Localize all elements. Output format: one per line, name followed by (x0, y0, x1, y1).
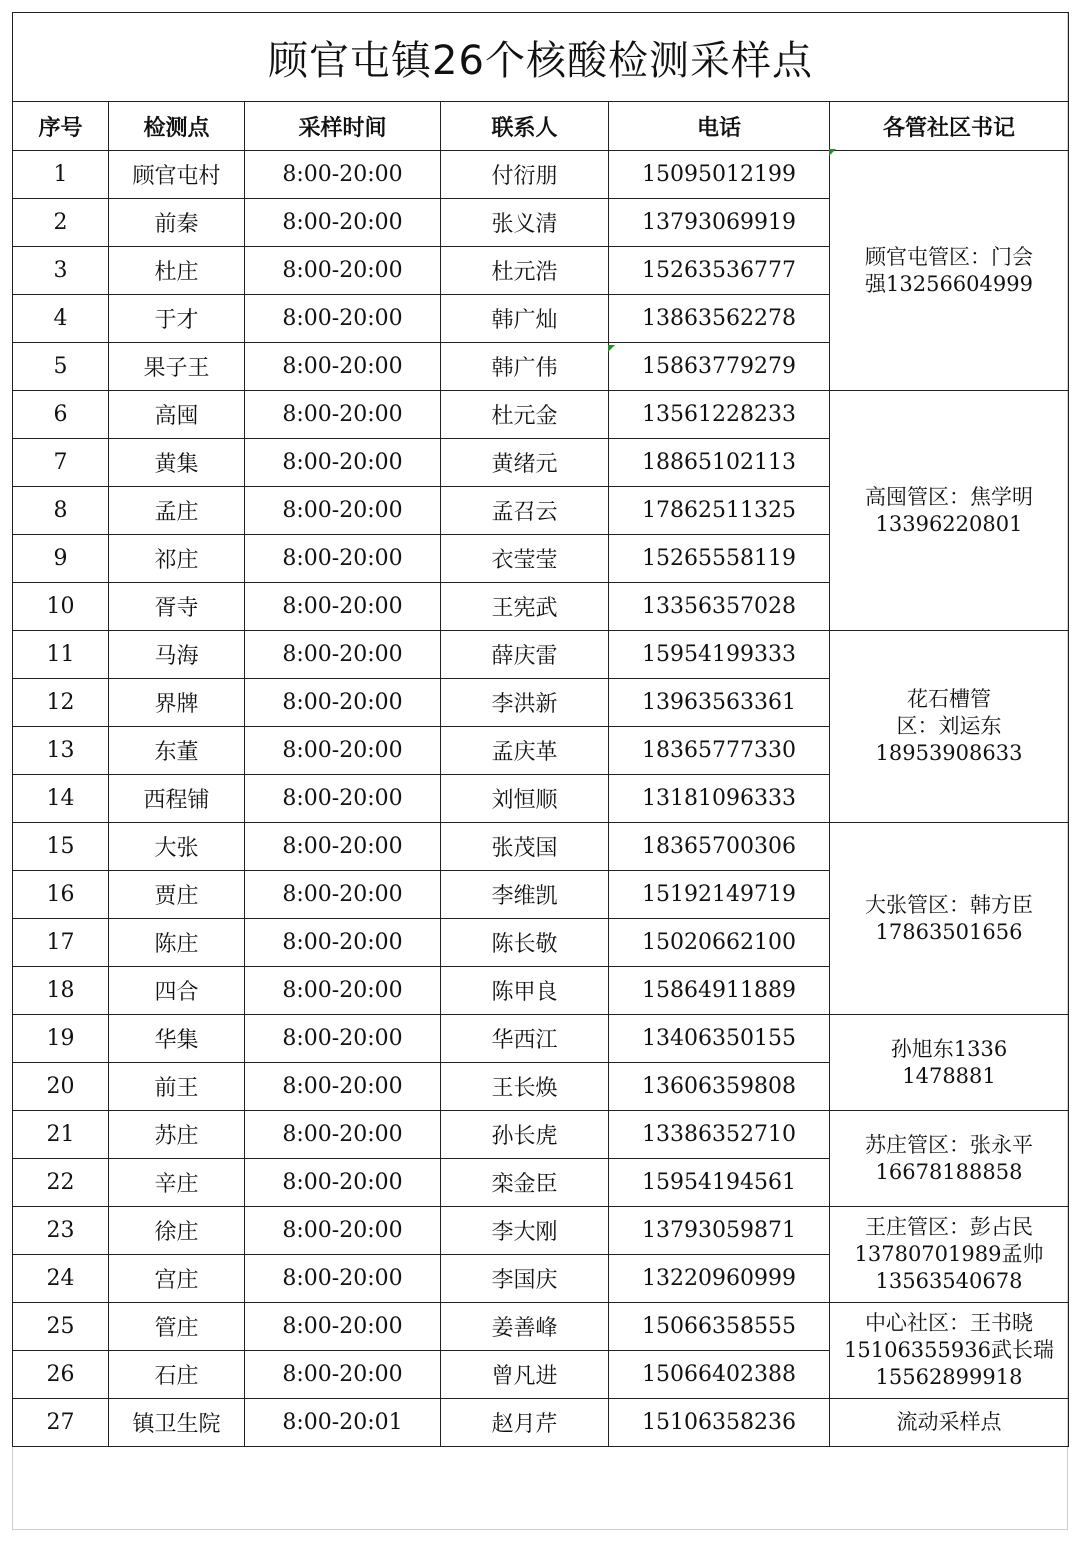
site-name: 顾官屯村 (109, 151, 245, 199)
site-name: 于才 (109, 295, 245, 343)
contact-name: 李大刚 (441, 1207, 609, 1255)
site-name: 辛庄 (109, 1159, 245, 1207)
cell-comment-marker (608, 345, 615, 352)
phone-number: 13963563361 (609, 679, 830, 727)
sampling-time: 8:00-20:00 (245, 1351, 441, 1399)
phone-number: 13356357028 (609, 583, 830, 631)
site-name: 管庄 (109, 1303, 245, 1351)
header-phone: 电话 (609, 102, 830, 151)
cell-comment-marker (829, 149, 836, 156)
contact-name: 陈长敬 (441, 919, 609, 967)
contact-name: 孟庆革 (441, 727, 609, 775)
site-name: 果子王 (109, 343, 245, 391)
phone-number: 18365777330 (609, 727, 830, 775)
sampling-time: 8:00-20:00 (245, 1303, 441, 1351)
row-number: 4 (13, 295, 109, 343)
phone-number: 15106358236 (609, 1399, 830, 1447)
sampling-time: 8:00-20:00 (245, 1111, 441, 1159)
sampling-time: 8:00-20:00 (245, 823, 441, 871)
contact-name: 华西江 (441, 1015, 609, 1063)
secretary-line: 1478881 (902, 1063, 996, 1088)
phone-number: 13181096333 (609, 775, 830, 823)
row-number: 10 (13, 583, 109, 631)
secretary-line: 15106355936武长瑞 (844, 1338, 1054, 1362)
site-name: 贾庄 (109, 871, 245, 919)
contact-name: 姜善峰 (441, 1303, 609, 1351)
contact-name: 杜元浩 (441, 247, 609, 295)
secretary-line: 18953908633 (875, 741, 1023, 765)
phone-number: 15066402388 (609, 1351, 830, 1399)
site-name: 四合 (109, 967, 245, 1015)
sampling-time: 8:00-20:00 (245, 1255, 441, 1303)
table-row (13, 1303, 1069, 1351)
site-name: 前秦 (109, 199, 245, 247)
row-number: 1 (13, 151, 109, 199)
sampling-sites-table (12, 12, 1069, 1447)
secretary-line: 13780701989孟帅 (854, 1242, 1044, 1266)
sampling-time: 8:00-20:00 (245, 727, 441, 775)
site-name: 宫庄 (109, 1255, 245, 1303)
sampling-time: 8:00-20:00 (245, 583, 441, 631)
row-number: 18 (13, 967, 109, 1015)
secretary-cell (830, 1015, 1069, 1111)
secretary-line: 苏庄管区：张永平 (865, 1132, 1033, 1157)
sampling-time: 8:00-20:00 (245, 391, 441, 439)
secretary-line: 13563540678 (875, 1269, 1023, 1293)
secretary-line: 强13256604999 (865, 271, 1033, 296)
contact-name: 李洪新 (441, 679, 609, 727)
secretary-cell (830, 823, 1069, 1015)
row-number: 26 (13, 1351, 109, 1399)
contact-name: 付衍朋 (441, 151, 609, 199)
secretary-cell (830, 1399, 1069, 1447)
row-number: 13 (13, 727, 109, 775)
row-number: 27 (13, 1399, 109, 1447)
row-number: 5 (13, 343, 109, 391)
table-row (13, 151, 1069, 199)
sampling-time: 8:00-20:00 (245, 967, 441, 1015)
site-name: 胥寺 (109, 583, 245, 631)
phone-number: 15954194561 (609, 1159, 830, 1207)
phone-number: 15864911889 (609, 967, 830, 1015)
header-secretary: 各管社区书记 (830, 102, 1069, 151)
site-name: 前王 (109, 1063, 245, 1111)
table-body (13, 151, 1069, 1447)
sampling-time: 8:00-20:00 (245, 679, 441, 727)
row-number: 7 (13, 439, 109, 487)
secretary-cell (830, 391, 1069, 631)
row-number: 25 (13, 1303, 109, 1351)
site-name: 苏庄 (109, 1111, 245, 1159)
secretary-cell (830, 1207, 1069, 1303)
secretary-line: 花石槽管 (907, 687, 991, 711)
row-number: 3 (13, 247, 109, 295)
table-row (13, 631, 1069, 679)
site-name: 界牌 (109, 679, 245, 727)
sampling-time: 8:00-20:00 (245, 487, 441, 535)
phone-number: 15192149719 (609, 871, 830, 919)
site-name: 大张 (109, 823, 245, 871)
secretary-line: 15562899918 (875, 1365, 1023, 1389)
row-number: 19 (13, 1015, 109, 1063)
site-name: 华集 (109, 1015, 245, 1063)
header-site: 检测点 (109, 102, 245, 151)
sampling-time: 8:00-20:00 (245, 1207, 441, 1255)
row-number: 15 (13, 823, 109, 871)
sampling-time: 8:00-20:00 (245, 1159, 441, 1207)
sampling-time: 8:00-20:00 (245, 439, 441, 487)
contact-name: 黄绪元 (441, 439, 609, 487)
sampling-time: 8:00-20:00 (245, 775, 441, 823)
row-number: 8 (13, 487, 109, 535)
secretary-cell (830, 151, 1069, 391)
contact-name: 陈甲良 (441, 967, 609, 1015)
phone-number: 15954199333 (609, 631, 830, 679)
sampling-time: 8:00-20:00 (245, 199, 441, 247)
row-number: 9 (13, 535, 109, 583)
phone-number: 13561228233 (609, 391, 830, 439)
row-number: 17 (13, 919, 109, 967)
phone-number: 15020662100 (609, 919, 830, 967)
row-number: 22 (13, 1159, 109, 1207)
site-name: 祁庄 (109, 535, 245, 583)
row-number: 16 (13, 871, 109, 919)
phone-number: 15263536777 (609, 247, 830, 295)
secretary-line: 中心社区：王书晓 (865, 1311, 1033, 1335)
row-number: 20 (13, 1063, 109, 1111)
sampling-time: 8:00-20:00 (245, 247, 441, 295)
contact-name: 孙长虎 (441, 1111, 609, 1159)
row-number: 21 (13, 1111, 109, 1159)
secretary-line: 高囤管区：焦学明 (865, 484, 1033, 509)
contact-name: 张义清 (441, 199, 609, 247)
table-row (13, 1207, 1069, 1255)
secretary-cell (830, 631, 1069, 823)
secretary-line: 大张管区：韩方臣 (865, 892, 1033, 917)
phone-number: 13793059871 (609, 1207, 830, 1255)
contact-name: 薛庆雷 (441, 631, 609, 679)
phone-number: 13220960999 (609, 1255, 830, 1303)
phone-number: 18365700306 (609, 823, 830, 871)
contact-name: 李维凯 (441, 871, 609, 919)
site-name: 西程铺 (109, 775, 245, 823)
phone-number: 13793069919 (609, 199, 830, 247)
site-name: 孟庄 (109, 487, 245, 535)
phone-number: 13863562278 (609, 295, 830, 343)
contact-name: 赵月芹 (441, 1399, 609, 1447)
contact-name: 曾凡进 (441, 1351, 609, 1399)
table-row (13, 1111, 1069, 1159)
sampling-time: 8:00-20:00 (245, 631, 441, 679)
row-number: 6 (13, 391, 109, 439)
table-row (13, 1399, 1069, 1447)
contact-name: 李国庆 (441, 1255, 609, 1303)
secretary-line: 顾官屯管区：门会 (865, 244, 1033, 269)
phone-number: 15863779279 (609, 343, 830, 391)
secretary-cell (830, 1111, 1069, 1207)
sampling-time: 8:00-20:00 (245, 1015, 441, 1063)
site-name: 徐庄 (109, 1207, 245, 1255)
secretary-line: 孙旭东1336 (890, 1036, 1008, 1061)
phone-number: 13386352710 (609, 1111, 830, 1159)
site-name: 镇卫生院 (109, 1399, 245, 1447)
secretary-line: 16678188858 (875, 1159, 1023, 1184)
contact-name: 孟召云 (441, 487, 609, 535)
site-name: 杜庄 (109, 247, 245, 295)
secretary-line: 区：刘运东 (896, 714, 1002, 738)
row-number: 23 (13, 1207, 109, 1255)
contact-name: 王宪武 (441, 583, 609, 631)
phone-number: 15095012199 (609, 151, 830, 199)
contact-name: 栾金臣 (441, 1159, 609, 1207)
row-number: 2 (13, 199, 109, 247)
row-number: 24 (13, 1255, 109, 1303)
sampling-time: 8:00-20:00 (245, 295, 441, 343)
contact-name: 张茂国 (441, 823, 609, 871)
sampling-time: 8:00-20:00 (245, 343, 441, 391)
secretary-cell (830, 1303, 1069, 1399)
phone-number: 13406350155 (609, 1015, 830, 1063)
header-time: 采样时间 (245, 102, 441, 151)
secretary-line: 17863501656 (875, 919, 1023, 944)
header-contact: 联系人 (441, 102, 609, 151)
site-name: 石庄 (109, 1351, 245, 1399)
contact-name: 王长焕 (441, 1063, 609, 1111)
header-no: 序号 (13, 102, 109, 151)
row-number: 14 (13, 775, 109, 823)
sampling-time: 8:00-20:00 (245, 1063, 441, 1111)
site-name: 黄集 (109, 439, 245, 487)
phone-number: 18865102113 (609, 439, 830, 487)
contact-name: 衣莹莹 (441, 535, 609, 583)
phone-number: 15265558119 (609, 535, 830, 583)
row-number: 11 (13, 631, 109, 679)
phone-number: 13606359808 (609, 1063, 830, 1111)
page-title: 顾官屯镇26个核酸检测采样点 (13, 13, 1069, 102)
contact-name: 韩广灿 (441, 295, 609, 343)
secretary-line: 流动采样点 (896, 1410, 1002, 1434)
contact-name: 刘恒顺 (441, 775, 609, 823)
sampling-time: 8:00-20:00 (245, 151, 441, 199)
sampling-time: 8:00-20:01 (245, 1399, 441, 1447)
phone-number: 17862511325 (609, 487, 830, 535)
contact-name: 杜元金 (441, 391, 609, 439)
secretary-line: 13396220801 (875, 511, 1023, 536)
row-number: 12 (13, 679, 109, 727)
secretary-line: 王庄管区：彭占民 (865, 1215, 1033, 1239)
table-row (13, 1015, 1069, 1063)
contact-name: 韩广伟 (441, 343, 609, 391)
sampling-time: 8:00-20:00 (245, 535, 441, 583)
table-row (13, 823, 1069, 871)
table-row (13, 391, 1069, 439)
sampling-time: 8:00-20:00 (245, 919, 441, 967)
site-name: 陈庄 (109, 919, 245, 967)
site-name: 高囤 (109, 391, 245, 439)
site-name: 东董 (109, 727, 245, 775)
phone-number: 15066358555 (609, 1303, 830, 1351)
sampling-time: 8:00-20:00 (245, 871, 441, 919)
site-name: 马海 (109, 631, 245, 679)
